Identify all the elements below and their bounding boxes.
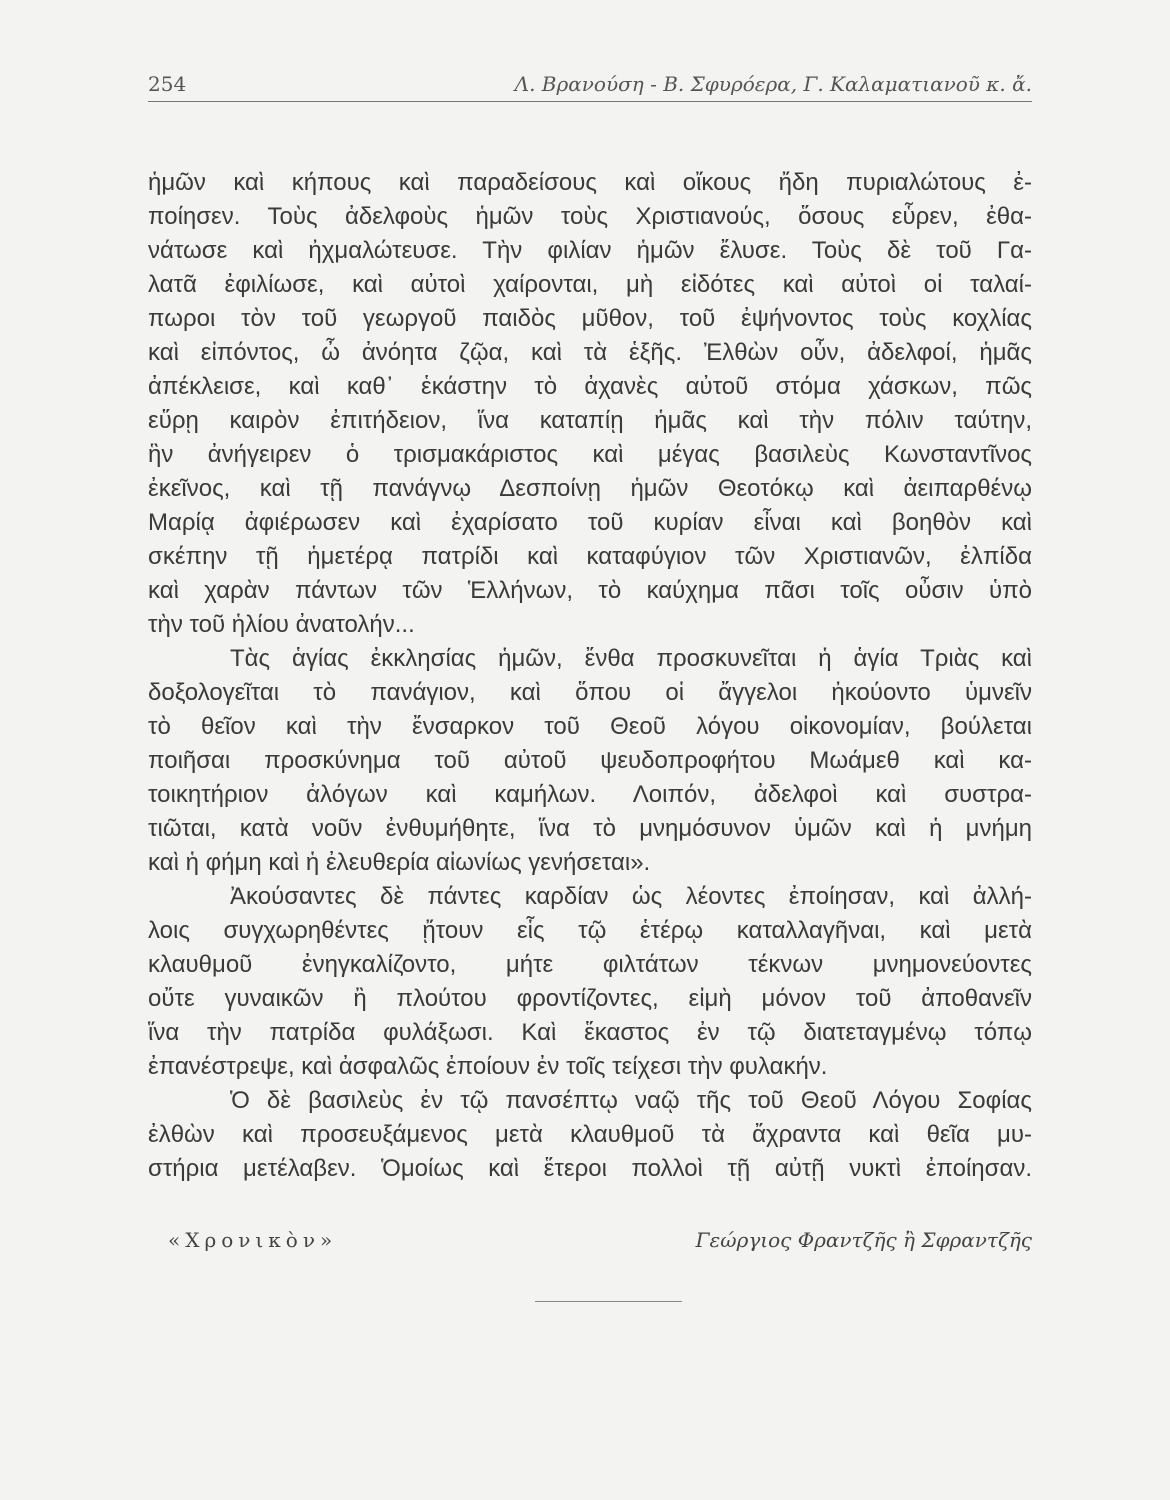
text-line: ἣν ἀνήγειρεν ὁ τρισμακάριστος καὶ μέγας βασιλεὺς Κωνσταντῖνος bbox=[148, 441, 1032, 468]
text-line: ἀπέκλεισε, καὶ καθ᾽ ἑκάστην τὸ ἀχανὲς αὐτοῦ στόμα χάσκων, πῶς bbox=[148, 373, 1032, 400]
text-line: Ἀκούσαντες δὲ πάντες καρδίαν ὡς λέοντες ἐποίησαν, καὶ ἀλλή- bbox=[230, 883, 1032, 910]
text-line: σκέπην τῇ ἡμετέρᾳ πατρίδι καὶ καταφύγιον τῶν Χριστιανῶν, ἐλπίδα bbox=[148, 543, 1032, 570]
text-line: νάτωσε καὶ ἠχμαλώτευσε. Τὴν φιλίαν ἡμῶν ἔλυσε. Τοὺς δὲ τοῦ Γα- bbox=[148, 237, 1032, 264]
text-line: καὶ ἡ φήμη καὶ ἡ ἐλευθερία αἰωνίως γενήσεται». bbox=[148, 849, 651, 876]
text-line: ἐλθὼν καὶ προσευξάμενος μετὰ κλαυθμοῦ τὰ ἄχραντα καὶ θεῖα μυ- bbox=[148, 1121, 1032, 1148]
text-line: εὕρῃ καιρὸν ἐπιτήδειον, ἵνα καταπίῃ ἡμᾶς καὶ τὴν πόλιν ταύτην, bbox=[148, 407, 1032, 434]
end-rule bbox=[535, 1301, 682, 1302]
text-line: τὴν τοῦ ἡλίου ἀνατολήν... bbox=[148, 611, 415, 638]
text-line: ἐπανέστρεψε, καὶ ἀσφαλῶς ἐποίουν ἐν τοῖς τείχεσι τὴν φυλακήν. bbox=[148, 1053, 828, 1080]
text-line: καὶ χαρὰν πάντων τῶν Ἑλλήνων, τὸ καύχημα πᾶσι τοῖς οὖσιν ὑπὸ bbox=[148, 577, 1032, 604]
text-line: πωροι τὸν τοῦ γεωργοῦ παιδὸς μῦθον, τοῦ ἐψήνοντος τοὺς κοχλίας bbox=[148, 305, 1032, 332]
header-rule bbox=[148, 101, 1032, 102]
running-title: Λ. Βρανούση - Β. Σφυρόερα, Γ. Καλαματιανοῦ κ. ἄ. bbox=[514, 72, 1032, 96]
text-line: τιῶται, κατὰ νοῦν ἐνθυμήθητε, ἵνα τὸ μνημόσυνον ὑμῶν καὶ ἡ μνήμη bbox=[148, 815, 1032, 842]
text-line: Τὰς ἁγίας ἐκκλησίας ἡμῶν, ἔνθα προσκυνεῖται ἡ ἁγία Τριὰς καὶ bbox=[230, 645, 1032, 672]
text-line: στήρια μετέλαβεν. Ὁμοίως καὶ ἕτεροι πολλοὶ τῇ αὐτῇ νυκτὶ ἐποίησαν. bbox=[148, 1155, 1032, 1182]
signature bbox=[168, 1228, 1032, 1256]
text-line: Ὁ δὲ βασιλεὺς ἐν τῷ πανσέπτῳ ναῷ τῆς τοῦ Θεοῦ Λόγου Σοφίας bbox=[230, 1087, 1032, 1114]
text-line: ἐκεῖνος, καὶ τῇ πανάγνῳ Δεσποίνῃ ἡμῶν Θεοτόκῳ καὶ ἀειπαρθένῳ bbox=[148, 475, 1032, 502]
body-text bbox=[148, 166, 1032, 1186]
text-line: καὶ εἰπόντος, ὦ ἀνόητα ζῷα, καὶ τὰ ἑξῆς. Ἐλθὼν οὖν, ἀδελφοί, ἡμᾶς bbox=[148, 339, 1032, 366]
text-line: κλαυθμοῦ ἐνηγκαλίζοντο, μήτε φιλτάτων τέκνων μνημονεύοντες bbox=[148, 951, 1032, 978]
running-header bbox=[148, 72, 1032, 102]
page-number: 254 bbox=[148, 72, 187, 96]
text-line: ποίησεν. Τοὺς ἀδελφοὺς ἡμῶν τοὺς Χριστιανούς, ὅσους εὗρεν, ἐθα- bbox=[148, 203, 1032, 230]
text-line: τὸ θεῖον καὶ τὴν ἔνσαρκον τοῦ Θεοῦ λόγου οἰκονομίαν, βούλεται bbox=[148, 713, 1032, 740]
text-line: λοις συγχωρηθέντες ᾔτουν εἷς τῷ ἑτέρῳ καταλλαγῆναι, καὶ μετὰ bbox=[148, 917, 1032, 944]
text-line: τοικητήριον ἀλόγων καὶ καμήλων. Λοιπόν, ἀδελφοὶ καὶ συστρα- bbox=[148, 781, 1032, 808]
text-line: ποιῆσαι προσκύνημα τοῦ αὐτοῦ ψευδοπροφήτου Μωάμεθ καὶ κα- bbox=[148, 747, 1032, 774]
text-line: οὔτε γυναικῶν ἢ πλούτου φροντίζοντες, εἰμὴ μόνον τοῦ ἀποθανεῖν bbox=[148, 985, 1032, 1012]
text-line: Μαρίᾳ ἀφιέρωσεν καὶ ἐχαρίσατο τοῦ κυρίαν εἶναι καὶ βοηθὸν καὶ bbox=[148, 509, 1032, 536]
text-line: λατᾶ ἐφιλίωσε, καὶ αὐτοὶ χαίρονται, μὴ εἰδότες καὶ αὐτοὶ οἱ ταλαί- bbox=[148, 271, 1032, 298]
text-line: ἡμῶν καὶ κήπους καὶ παραδείσους καὶ οἴκους ἤδη πυριαλώτους ἐ- bbox=[148, 169, 1032, 196]
text-line: ἵνα τὴν πατρίδα φυλάξωσι. Καὶ ἕκαστος ἐν τῷ διατεταγμένῳ τόπῳ bbox=[148, 1019, 1032, 1046]
author-name: Γεώργιος Φραντζῆς ἢ Σφραντζῆς bbox=[695, 1228, 1032, 1252]
source-title: «Χρονικὸν» bbox=[168, 1228, 338, 1252]
text-line: δοξολογεῖται τὸ πανάγιον, καὶ ὅπου οἱ ἄγγελοι ἠκούοντο ὑμνεῖν bbox=[148, 679, 1032, 706]
